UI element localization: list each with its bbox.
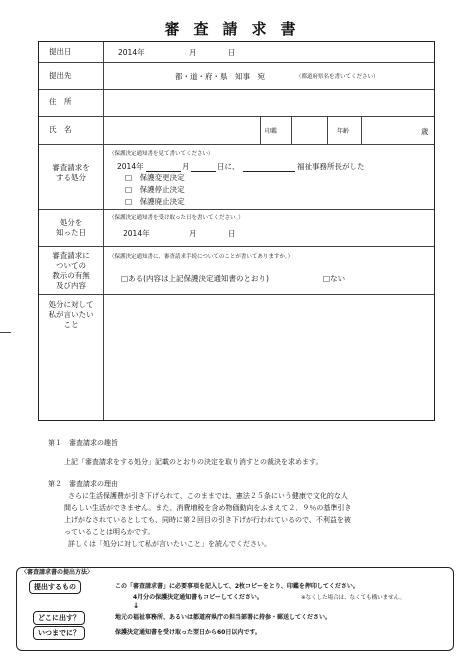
disposition-date[interactable]: 2014年 [117, 162, 144, 171]
opinion-label-line: 処分に対して [48, 300, 94, 309]
known-label-line: 処分を [59, 218, 83, 227]
known-year[interactable]: 2014年 [123, 229, 150, 238]
section2-line: 詳しくは「処分に対して私が言いたいこと」を読んでください。 [68, 540, 271, 548]
recipient-label: 提出先 [49, 71, 72, 80]
section2-line: っていることは明らかです。 [64, 528, 155, 536]
age-unit: 歳 [421, 127, 429, 136]
disposition-label [39, 163, 103, 183]
name-label: 氏 名 [49, 125, 72, 134]
known-label-line: 知った日 [56, 228, 86, 237]
column-divider [260, 116, 261, 144]
disposition-note: （保護決定通知書を見て書いてください） [109, 151, 214, 157]
checkbox-stop[interactable]: □ 保護停止決定 [125, 185, 185, 194]
section2-line: さらに生活保護費が引き下げられて、このままでは、憲法２５条にいう健康で文化的な人 [68, 492, 348, 500]
recipient-note: （都道府県名を書いてください） [296, 74, 379, 80]
disposition-office-underline [243, 171, 295, 172]
address-field[interactable] [105, 91, 433, 114]
opinion-field[interactable] [105, 296, 433, 418]
teaching-note: （保護決定通知書に、審査請求手続についてのことが書いてありますか。） [109, 254, 294, 260]
known-month[interactable]: 月 [189, 229, 197, 238]
where-text: 地元の福祉事務所、あるいは都道府県庁の担当部署に持参・郵送してください。 [115, 614, 332, 621]
where-label: どこに出す？ [33, 611, 85, 625]
recipient-value[interactable]: 都・道・府・県 知事 宛 [175, 72, 265, 81]
when-label: いつまでに？ [33, 626, 85, 640]
teaching-yes-checkbox[interactable]: □ある(内容は上記保護決定通知書のとおり) [121, 274, 269, 283]
checkbox-change[interactable]: □ 保護変更決定 [125, 173, 185, 182]
down-arrow-icon: ↓ [133, 601, 140, 610]
what-text-1: この「審査請求書」に必要事項を記入して、2枚コピーをとり、印鑑を押印してください。 [115, 583, 359, 590]
teaching-label-line: 教示の有無 [52, 271, 90, 280]
known-label [39, 218, 103, 238]
submit-date-day[interactable]: 日 [228, 48, 236, 57]
row-divider [39, 89, 434, 90]
opinion-label-line: こと [63, 320, 79, 329]
column-divider [327, 116, 328, 144]
section2-heading: 第２ 審査請求の理由 [48, 480, 118, 488]
disposition-label-line: する処分 [56, 173, 86, 182]
row-divider [39, 62, 434, 63]
what-note: ※なくした場合は、なくても構いません。 [301, 595, 405, 601]
seal-box[interactable] [292, 118, 326, 142]
when-text: 保護決定通知書を受け取った翌日から60日以内です。 [115, 629, 261, 636]
checkbox-abolish[interactable]: □ 保護廃止決定 [125, 197, 185, 206]
submit-date-month[interactable]: 月 [189, 48, 197, 57]
disposition-month-underline [191, 171, 216, 172]
row-divider [39, 294, 434, 295]
address-label: 住 所 [49, 97, 72, 106]
column-divider [103, 42, 104, 420]
age-field[interactable] [363, 118, 419, 142]
age-label: 年齢 [337, 128, 350, 135]
row-divider [39, 144, 434, 145]
teaching-label [39, 251, 103, 291]
opinion-label-line: 私が言いたい [48, 310, 94, 319]
teaching-label-line: ついての [56, 261, 86, 270]
instructions-heading: 〈審査請求書の提出方法〉 [21, 569, 94, 576]
known-note: （保護決定通知書を受け取った日を書いてください。） [109, 215, 244, 221]
teaching-no-checkbox[interactable]: □ない [323, 274, 346, 283]
row-divider [39, 116, 434, 117]
what-label: 提出するもの [29, 580, 81, 594]
teaching-label-line: 及び内容 [56, 281, 86, 290]
section1-heading: 第１ 審査請求の趣旨 [48, 439, 118, 447]
row-divider [39, 209, 434, 210]
section2-line: 上げがなされているとしても、同時に第２回目の引き下げが行われているので、不利益を被 [64, 516, 351, 524]
name-field[interactable] [105, 118, 259, 142]
section2-line: 間らしい生活ができません。また、消費増税を含め物価動向をふまえて２．９％の基準引き [64, 504, 352, 512]
teaching-label-line: 審査請求に [52, 251, 90, 260]
disposition-day[interactable]: 日に、 [217, 162, 240, 171]
disposition-office[interactable]: 福祉事務所長がした [297, 162, 365, 171]
disposition-label-line: 審査請求を [52, 163, 90, 172]
seal-label: 印鑑 [265, 128, 278, 135]
submit-date-year[interactable]: 2014年 [118, 48, 145, 57]
submit-date-label: 提出日 [49, 47, 72, 56]
known-day[interactable]: 日 [228, 229, 236, 238]
request-form [38, 41, 435, 421]
section1-text: 上記「審査請求をする処分」記載のとおりの決定を取り消すとの裁決を求めます。 [64, 458, 323, 466]
margin-mark [0, 332, 11, 333]
row-divider [39, 246, 434, 247]
instructions-box [16, 567, 454, 651]
column-divider [361, 116, 362, 144]
opinion-label [39, 300, 103, 330]
page-title: 審査請求書 [164, 20, 310, 38]
disposition-month[interactable]: 月 [182, 162, 190, 171]
what-text-2: 4月分の保護決定通知書もコピーしてください。 [133, 594, 263, 601]
